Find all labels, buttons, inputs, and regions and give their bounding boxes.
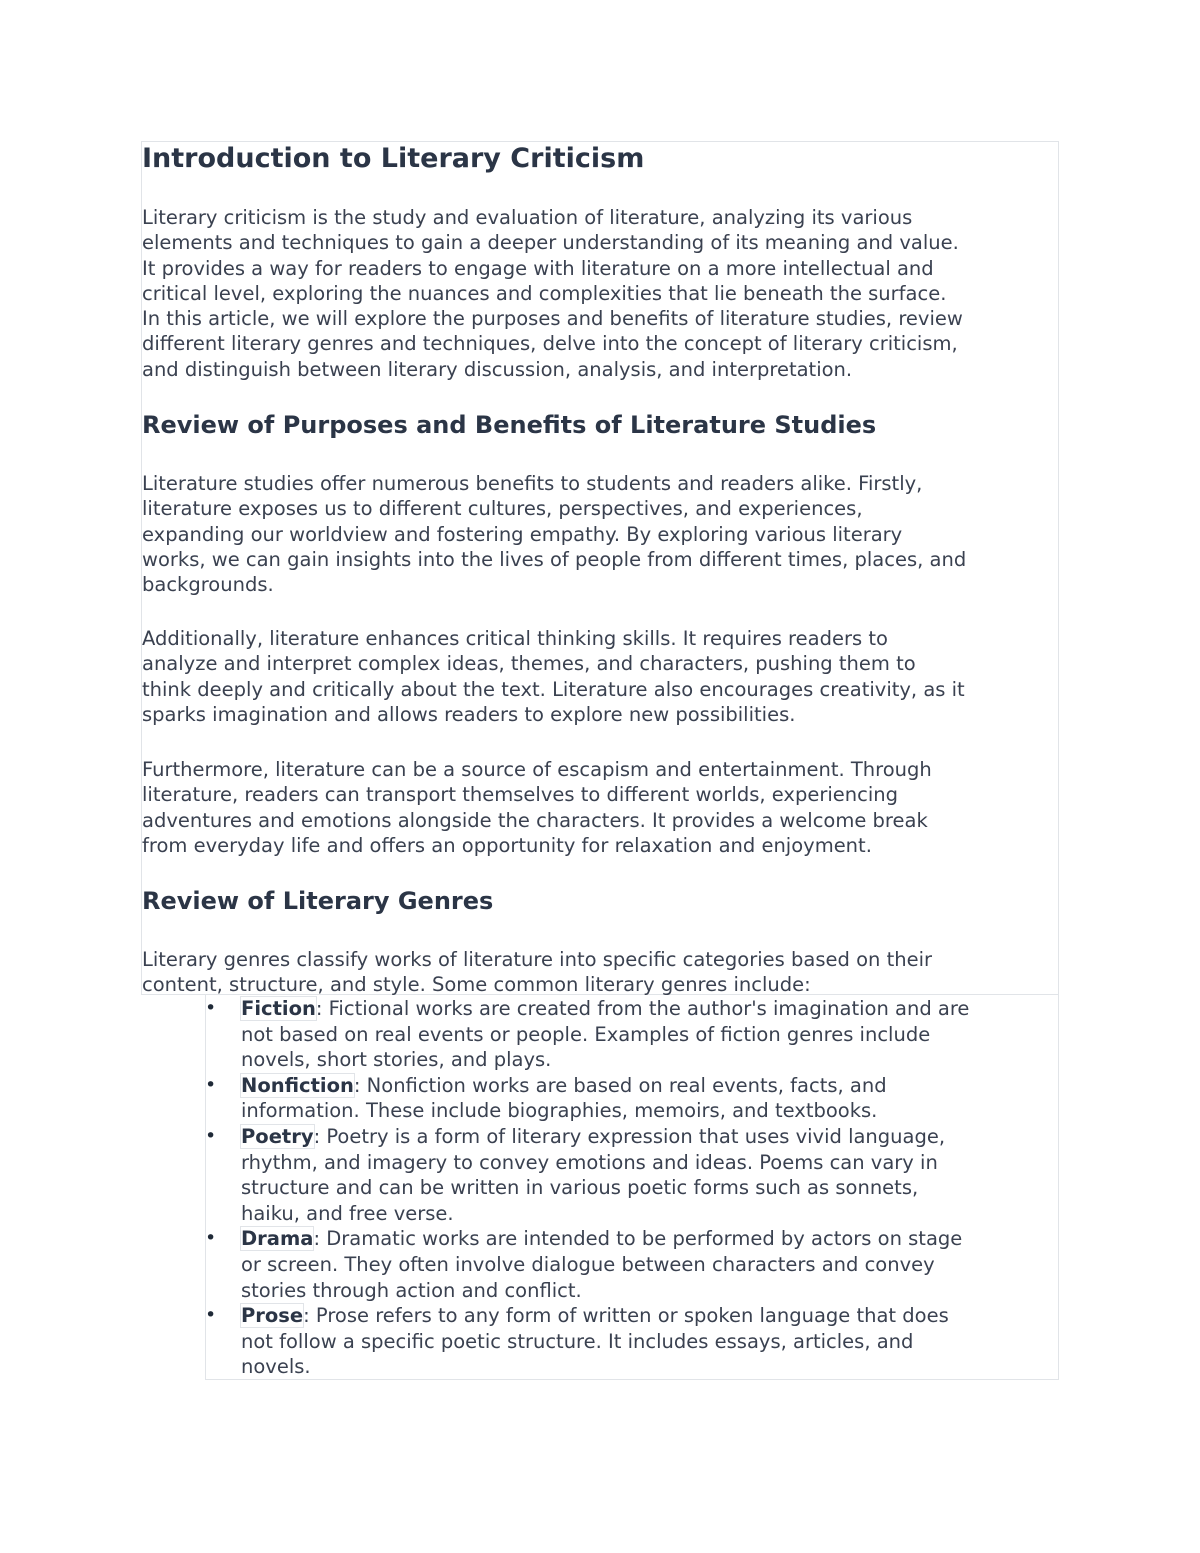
bullet-icon: •: [205, 1227, 217, 1250]
text-line: elements and techniques to gain a deeper understanding of its meaning and value.: [142, 231, 959, 255]
text-line: sparks imagination and allows readers to explore new possibilities.: [142, 702, 796, 726]
text-line: [241, 1226, 969, 1252]
text-line: and distinguish between literary discussion, analysis, and interpretation.: [142, 357, 853, 381]
text-line: not based on real events or people. Examples of fiction genres include: [241, 1022, 931, 1046]
purposes-paragraph-1: [142, 471, 1060, 597]
genre-description: : Nonfiction works are based on real events, facts, and: [353, 1073, 887, 1097]
text-line: not follow a specific poetic structure. It includes essays, articles, and: [241, 1329, 914, 1353]
bullet-icon: •: [205, 1304, 217, 1327]
purposes-paragraph-2: [142, 626, 1060, 727]
list-item: [205, 996, 970, 1073]
text-line: literature exposes us to different cultures, perspectives, and experiences,: [142, 497, 863, 521]
genre-list: [205, 996, 970, 1380]
genres-intro-paragraph: [142, 947, 1060, 998]
text-line: Literature studies offer numerous benefits to students and readers alike. Firstly,: [142, 472, 923, 495]
bullet-icon: •: [205, 997, 217, 1019]
text-line: [241, 1303, 969, 1329]
text-line: Literary genres classify works of literature into specific categories based on their: [142, 948, 933, 971]
text-line: Literary criticism is the study and evaluation of literature, analyzing its various: [142, 206, 913, 229]
genre-term: Prose: [241, 1304, 304, 1328]
text-line: structure and can be written in various poetic forms such as sonnets,: [241, 1176, 919, 1200]
text-line: think deeply and critically about the text. Literature also encourages creativity, as it: [142, 677, 965, 701]
section-heading-genres: Review of Literary Genres: [142, 887, 494, 915]
list-item: [205, 1226, 969, 1303]
text-line: [241, 1073, 969, 1099]
genre-term: Poetry: [241, 1124, 314, 1148]
section-heading-purposes: Review of Purposes and Benefits of Literature Studies: [142, 411, 877, 439]
text-line: or screen. They often involve dialogue between characters and convey: [241, 1252, 935, 1276]
intro-paragraph: [142, 205, 1060, 382]
list-item: [205, 1124, 969, 1226]
text-line: works, we can gain insights into the lives of people from different times, places, and: [142, 547, 967, 571]
genre-description: : Fictional works are created from the author's imagination and are: [315, 997, 970, 1020]
text-line: Furthermore, literature can be a source of escapism and entertainment. Through: [142, 758, 932, 781]
purposes-paragraph-3: [142, 757, 1060, 858]
text-line: haiku, and free verse.: [241, 1201, 454, 1225]
text-line: backgrounds.: [142, 573, 274, 597]
text-line: Additionally, literature enhances critical thinking skills. It requires readers to: [142, 627, 888, 650]
genre-term: Nonfiction: [241, 1073, 354, 1097]
text-line: novels, short stories, and plays.: [241, 1048, 552, 1072]
bullet-icon: •: [205, 1124, 217, 1147]
text-line: [241, 1124, 969, 1150]
genre-description: : Dramatic works are intended to be performed by actors on stage: [313, 1227, 963, 1251]
genre-description: : Prose refers to any form of written or spoken language that does: [303, 1304, 949, 1328]
text-line: expanding our worldview and fostering empathy. By exploring various literary: [142, 522, 903, 546]
text-line: from everyday life and offers an opportunity for relaxation and enjoyment.: [142, 833, 872, 857]
text-line: critical level, exploring the nuances and complexities that lie beneath the surface.: [142, 281, 947, 305]
text-line: adventures and emotions alongside the characters. It provides a welcome break: [142, 808, 928, 832]
text-line: different literary genres and techniques, delve into the concept of literary criticism,: [142, 332, 958, 356]
text-line: analyze and interpret complex ideas, themes, and characters, pushing them to: [142, 652, 916, 676]
list-item: [205, 1073, 969, 1124]
list-item: [205, 1303, 969, 1380]
text-line: literature, readers can transport themselves to different worlds, experiencing: [142, 783, 898, 807]
genre-term: Drama: [241, 1227, 314, 1251]
genre-term: Fiction: [241, 997, 316, 1020]
bullet-icon: •: [205, 1073, 217, 1096]
genre-description: : Poetry is a form of literary expression that uses vivid language,: [313, 1124, 946, 1148]
text-line: information. These include biographies, memoirs, and textbooks.: [241, 1099, 878, 1123]
text-line: content, structure, and style. Some common literary genres include:: [142, 973, 811, 997]
text-line: [241, 996, 969, 1022]
page-title: Introduction to Literary Criticism: [142, 143, 645, 174]
text-line: novels.: [241, 1355, 311, 1379]
text-line: stories through action and conflict.: [241, 1278, 582, 1302]
text-line: In this article, we will explore the purposes and benefits of literature studies, review: [142, 307, 963, 331]
text-line: It provides a way for readers to engage with literature on a more intellectual and: [142, 256, 934, 280]
text-line: rhythm, and imagery to convey emotions and ideas. Poems can vary in: [241, 1150, 938, 1174]
